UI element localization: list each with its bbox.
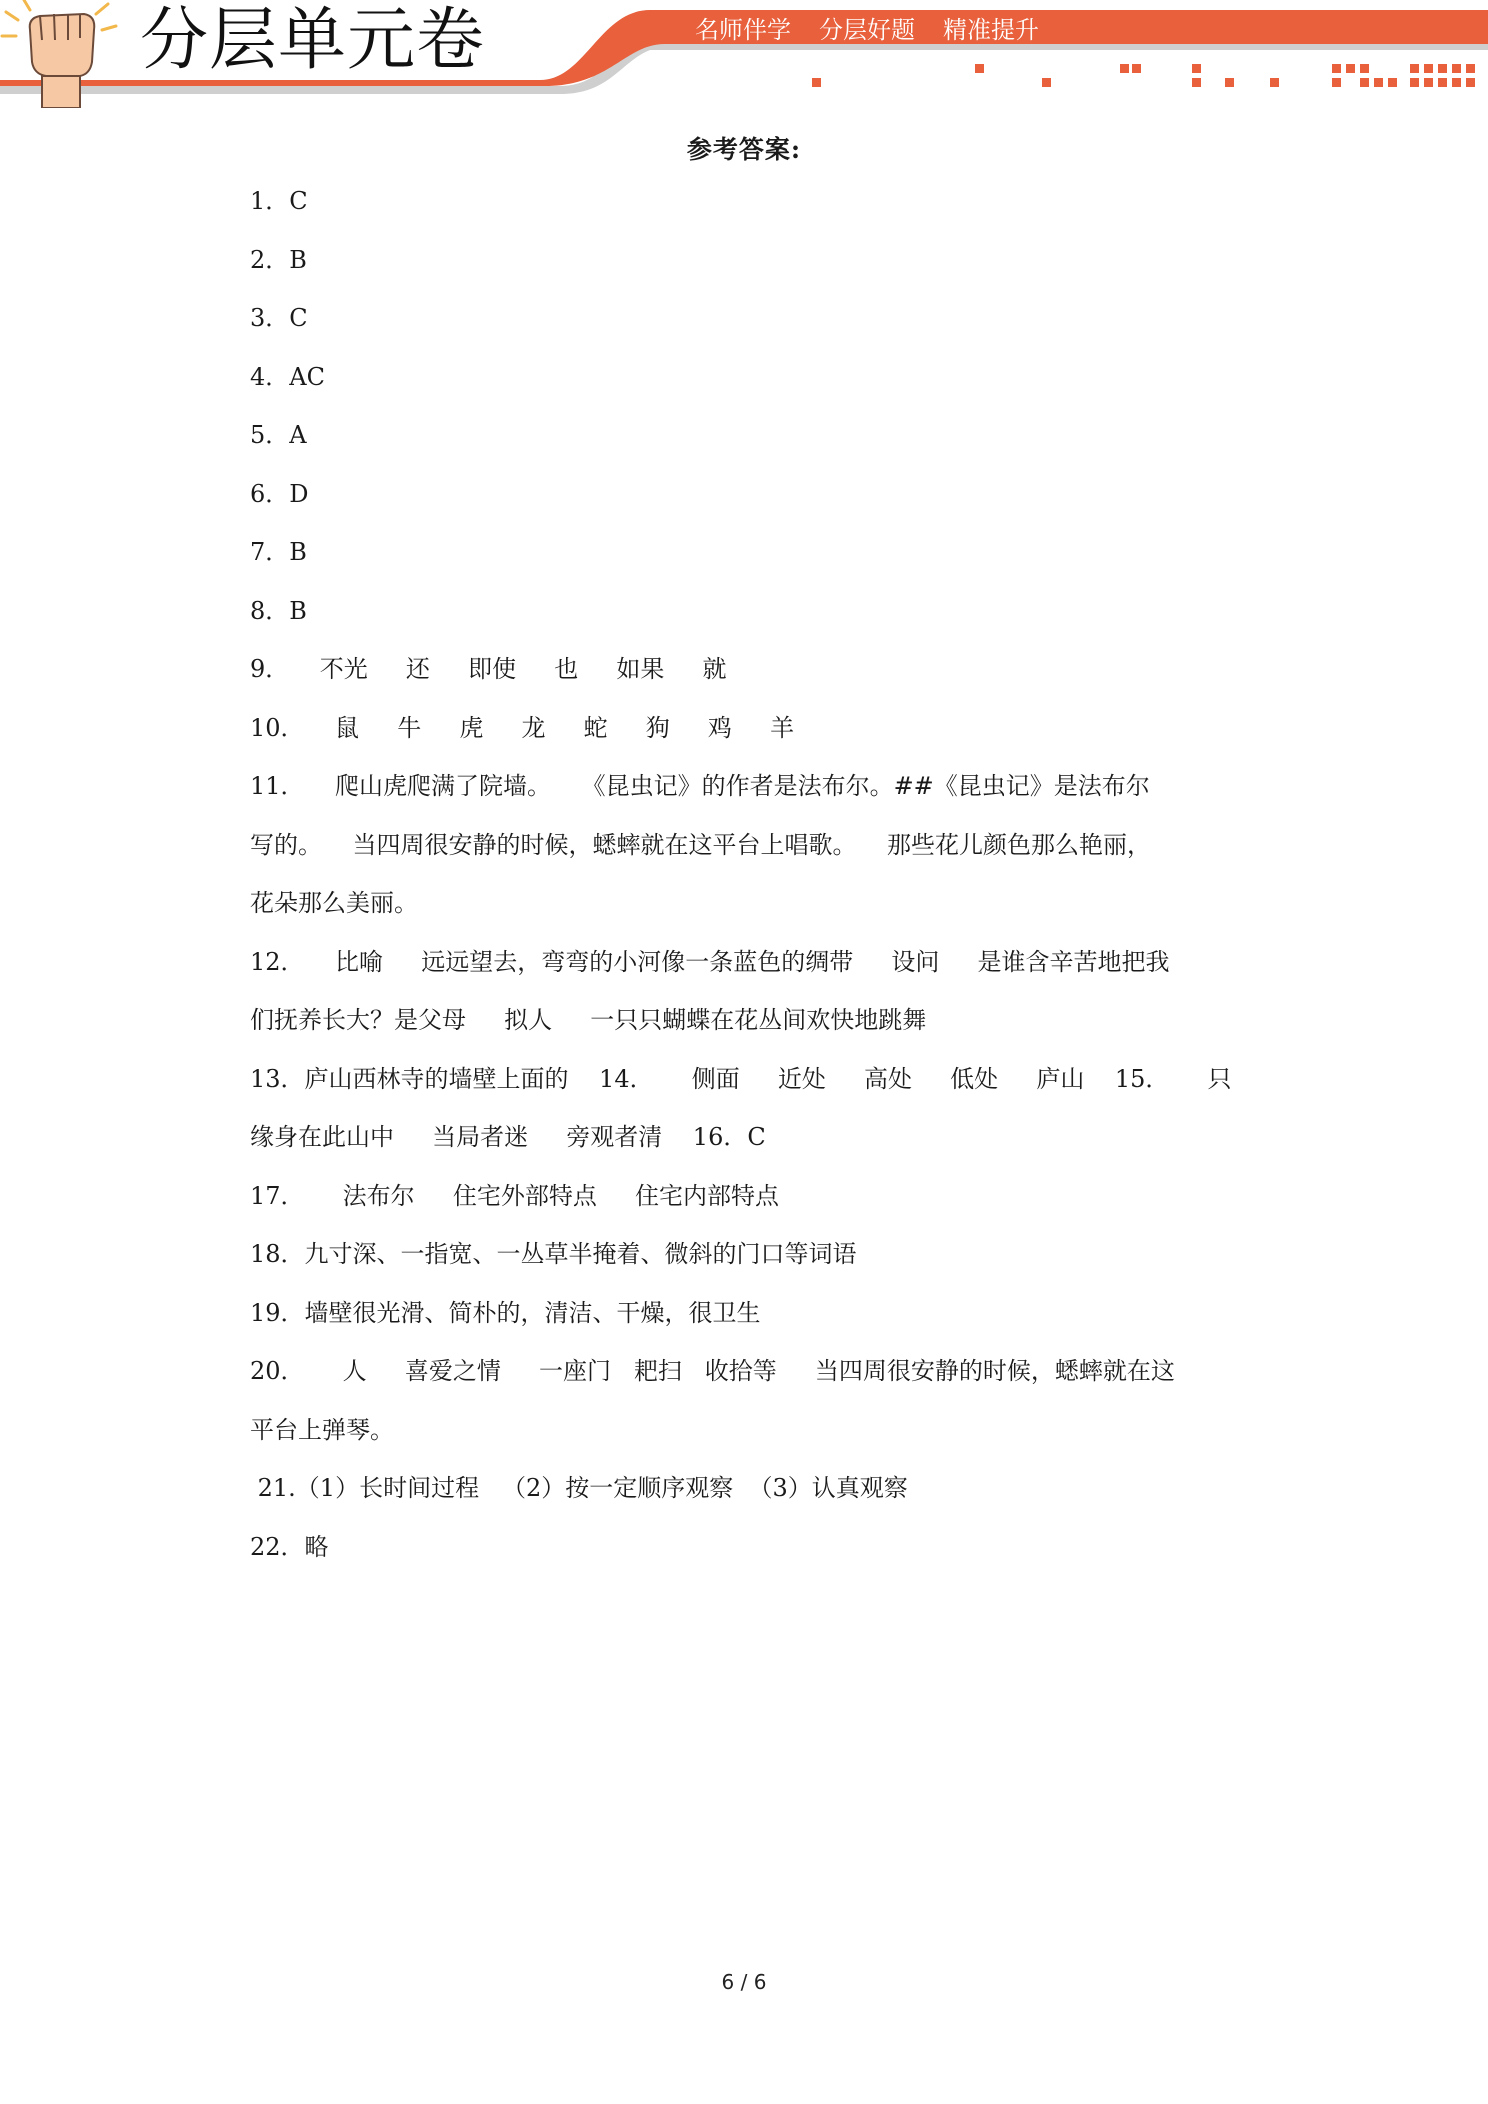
- answer-line: 20． 人 喜爱之情 一座门 耙扫 收拾等 当四周很安静的时候，蟋蟀就在这: [250, 1357, 1175, 1385]
- answer-line: 7．B: [250, 538, 307, 566]
- answer-line: 们抚养长大？是父母 拟人 一只只蝴蝶在花丛间欢快地跳舞: [250, 1006, 927, 1034]
- answer-line: 5．A: [250, 421, 307, 449]
- answer-line: 22．略: [250, 1532, 329, 1561]
- answer-line: 13．庐山西林寺的墙壁上面的 14． 侧面 近处 高处 低处 庐山 15． 只: [250, 1064, 1232, 1093]
- answer-line: 1．C: [250, 187, 308, 215]
- slogan-item: 精准提升: [943, 16, 1039, 44]
- answer-line: 8．B: [250, 596, 307, 625]
- answer-line: 21.（1）长时间过程 （2）按一定顺序观察 （3）认真观察: [250, 1474, 908, 1502]
- page-number: 6 / 6: [721, 1970, 767, 1994]
- answer-line: 写的。 当四周很安静的时候，蟋蟀就在这平台上唱歌。 那些花儿颜色那么艳丽，: [250, 830, 1152, 859]
- answer-line: 18．九寸深、一指宽、一丛草半掩着、微斜的门口等词语: [250, 1240, 857, 1268]
- answer-line: 12． 比喻 远远望去，弯弯的小河像一条蓝色的绸带 设问 是谁含辛苦地把我: [250, 947, 1170, 976]
- answer-line: 9． 不光 还 即使 也 如果 就: [250, 655, 727, 683]
- slogan-item: 名师伴学: [695, 16, 791, 44]
- answer-line: 平台上弹琴。: [250, 1415, 394, 1444]
- answer-line: 19．墙壁很光滑、简朴的，清洁、干燥，很卫生: [250, 1298, 761, 1327]
- slogan-item: 分层好题: [819, 16, 915, 44]
- answer-line: 17． 法布尔 住宅外部特点 住宅内部特点: [250, 1181, 779, 1210]
- answer-line: 缘身在此山中 当局者迷 旁观者清 16．C: [250, 1123, 766, 1151]
- answer-line: 11． 爬山虎爬满了院墙。 《昆虫记》的作者是法布尔。##《昆虫记》是法布尔: [250, 772, 1150, 800]
- answer-line: 4．AC: [250, 362, 325, 391]
- decorative-pixel-pattern: [0, 0, 1488, 110]
- answer-line: 10． 鼠 牛 虎 龙 蛇 狗 鸡 羊: [250, 713, 795, 742]
- answer-list: [250, 172, 1250, 1576]
- header-banner: [0, 0, 1488, 110]
- answers-title: 参考答案:: [686, 135, 802, 164]
- answer-line: 3．C: [250, 304, 308, 332]
- brand-title: 分层单元卷: [140, 1, 486, 80]
- answer-line: 6．D: [250, 479, 309, 508]
- answer-line: 花朵那么美丽。: [250, 889, 418, 917]
- answer-line: 2．B: [250, 245, 307, 274]
